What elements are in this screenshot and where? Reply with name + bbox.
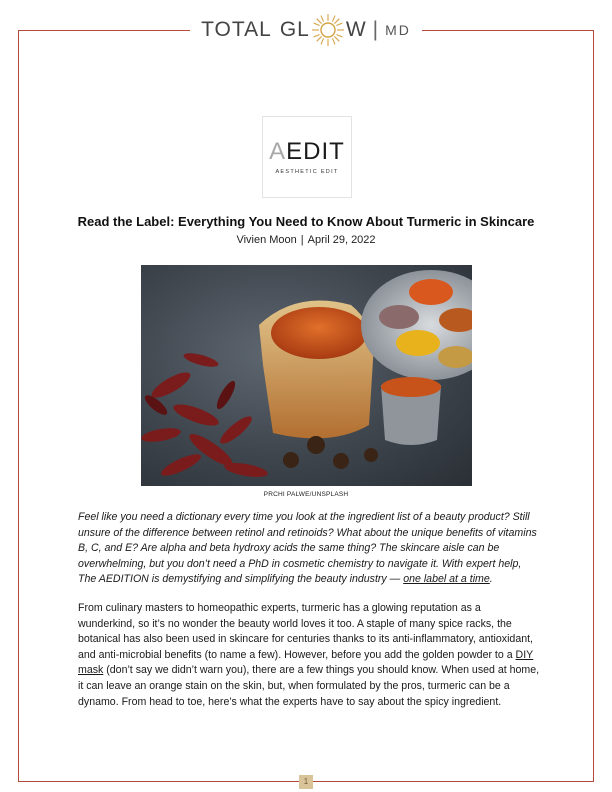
article-title: Read the Label: Everything You Need to Know About Turmeric in Skincare xyxy=(77,214,535,229)
brand-gl: GL xyxy=(279,18,310,41)
byline-separator: | xyxy=(300,234,304,246)
publisher-logo xyxy=(262,116,352,198)
publisher-logo-word: EDIT xyxy=(286,137,345,165)
publisher-logo-a: A xyxy=(269,137,287,165)
publish-date: April 29, 2022 xyxy=(307,234,376,246)
brand-logo xyxy=(190,8,422,52)
brand-md: MD xyxy=(385,22,411,38)
brand-w: W xyxy=(345,18,367,41)
publisher-logo-tagline: AESTHETIC EDIT xyxy=(275,168,339,175)
intro-end: . xyxy=(489,573,493,586)
author-name: Vivien Moon xyxy=(236,234,297,246)
brand-total: TOTAL xyxy=(201,18,272,41)
intro-text: Feel like you need a dictionary every time you look at the ingredient list of a beauty product? Still unsure of the difference between retinol and retinoids? What about the unique benefits of vitamins B, C, and E? Are alpha and beta hydroxy acids the same thing? The skincare aisle can be overwhelming, but you don’t need a PhD in cosmetic chemistry to navigate it. With expert help, The AEDITION is demystifying and simplifying the beauty industry — xyxy=(78,511,537,586)
body-paragraph xyxy=(78,601,540,710)
body-text-start: From culinary masters to homeopathic experts, turmeric has a glowing reputation as a wunderkind, so it’s no wonder the beauty world loves it too. A staple of many spice racks, the botanical has also been used in skincare for centuries thanks to its anti-inflammatory, antioxidant, and anti-microbial benefits (to name a few). However, before you add the golden powder to a xyxy=(78,602,533,661)
one-label-link[interactable]: one label at a time xyxy=(403,573,490,586)
spice-photo-illustration xyxy=(141,265,472,486)
sun-icon xyxy=(311,13,345,47)
article-byline xyxy=(0,234,612,246)
diy-mask-link[interactable]: DIY mask xyxy=(78,648,534,677)
brand-separator: | xyxy=(372,18,380,41)
turmeric-spice-photo xyxy=(141,265,472,486)
photo-credit: PRCHI PALWE/UNSPLASH xyxy=(263,491,349,498)
intro-paragraph xyxy=(78,510,538,588)
body-text-end: (don’t say we didn’t warn you), there are a few things you should know. When used at home, it can leave an orange stain on the skin, but, when formulated by the pros, turmeric can be a dynamo. From head to toe, here’s what the experts have to say about the spicy ingredient. xyxy=(78,664,540,708)
page-number: 1 xyxy=(299,775,313,789)
